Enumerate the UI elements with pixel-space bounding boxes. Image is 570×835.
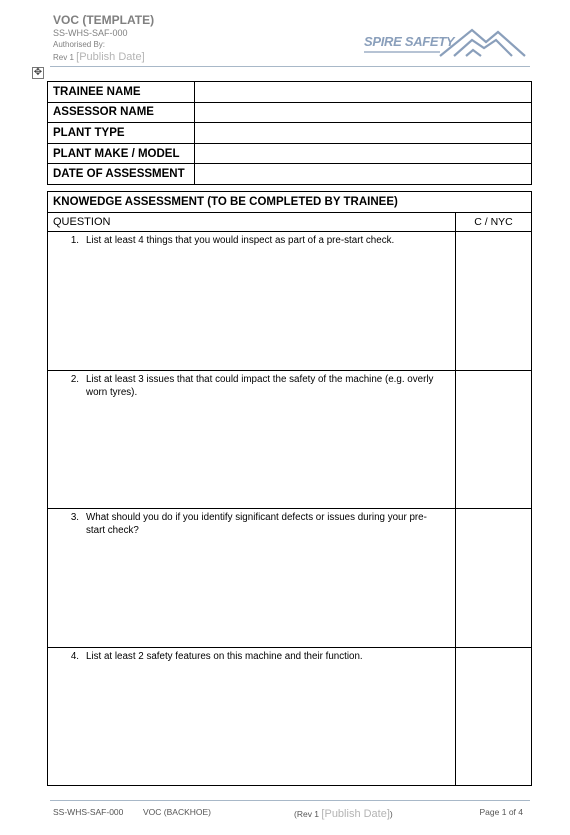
question-cell[interactable] xyxy=(48,232,456,371)
plant-type-field[interactable] xyxy=(195,123,532,144)
question-cell[interactable] xyxy=(48,370,456,509)
result-cell[interactable] xyxy=(456,370,532,509)
footer-rule xyxy=(50,800,530,801)
plant-make-model-field[interactable] xyxy=(195,143,532,164)
question-number: 1. xyxy=(70,235,79,246)
question-cell[interactable] xyxy=(48,509,456,648)
date-of-assessment-field[interactable] xyxy=(195,164,532,185)
result-cell[interactable] xyxy=(456,232,532,371)
footer-rev-close: ) xyxy=(389,809,393,819)
info-label: PLANT TYPE xyxy=(48,123,195,144)
table-row xyxy=(48,509,532,648)
question-cell[interactable] xyxy=(48,647,456,786)
footer-publish-date-placeholder[interactable]: [Publish Date] xyxy=(321,808,390,820)
authorised-by-label: Authorised By: xyxy=(53,40,106,49)
question-text: What should you do if you identify significant defects or issues during your pre-start check? xyxy=(86,512,427,536)
question-text: List at least 3 issues that that could impact the safety of the machine (e.g. overly worn tyres). xyxy=(86,373,434,398)
table-row xyxy=(48,102,532,123)
footer-page-number: Page 1 of 4 xyxy=(479,807,523,817)
info-label: DATE OF ASSESSMENT xyxy=(48,164,195,185)
question-number: 2. xyxy=(70,373,79,385)
result-column-header: C / NYC xyxy=(456,213,532,232)
question-number: 4. xyxy=(70,650,79,662)
question-number: 3. xyxy=(70,512,79,523)
logo-text: SPIRE SAFETY xyxy=(364,34,455,49)
table-row xyxy=(48,123,532,144)
document-header xyxy=(53,13,154,64)
trainee-info-table xyxy=(47,81,532,185)
header-rule xyxy=(50,66,530,67)
info-label: TRAINEE NAME xyxy=(48,82,195,103)
document-title: VOC (TEMPLATE) xyxy=(53,13,155,27)
footer-rev-open: (Rev 1 xyxy=(294,809,320,819)
document-code: SS-WHS-SAF-000 xyxy=(53,28,128,38)
table-row xyxy=(48,143,532,164)
result-cell[interactable] xyxy=(456,509,532,648)
knowledge-assessment-title: KNOWEDGE ASSESSMENT (TO BE COMPLETED BY TRAINEE) xyxy=(48,192,532,213)
assessor-name-field[interactable] xyxy=(195,102,532,123)
result-cell[interactable] xyxy=(456,647,532,786)
table-header-row xyxy=(48,213,532,232)
table-row xyxy=(48,232,532,371)
table-row xyxy=(48,192,532,213)
publish-date-placeholder[interactable]: [Publish Date] xyxy=(76,51,145,63)
question-text: List at least 2 safety features on this machine and their function. xyxy=(86,650,363,662)
footer-doc-name: VOC (BACKHOE) xyxy=(143,807,212,817)
info-label: ASSESSOR NAME xyxy=(48,102,195,123)
trainee-name-field[interactable] xyxy=(195,82,532,103)
footer-revision xyxy=(294,808,393,820)
revision-line xyxy=(53,51,154,64)
table-row xyxy=(48,370,532,509)
spire-safety-logo xyxy=(360,18,528,60)
table-row xyxy=(48,82,532,103)
table-row xyxy=(48,647,532,786)
footer-doc-code: SS-WHS-SAF-000 xyxy=(53,807,124,817)
question-text: List at least 4 things that you would inspect as part of a pre-start check. xyxy=(86,235,395,246)
revision-prefix: Rev 1 xyxy=(53,53,74,62)
table-row xyxy=(48,164,532,185)
question-column-header: QUESTION xyxy=(48,213,456,232)
table-move-handle-icon[interactable]: ✥ xyxy=(33,67,43,78)
knowledge-assessment-table xyxy=(47,191,532,786)
info-label: PLANT MAKE / MODEL xyxy=(48,143,195,164)
